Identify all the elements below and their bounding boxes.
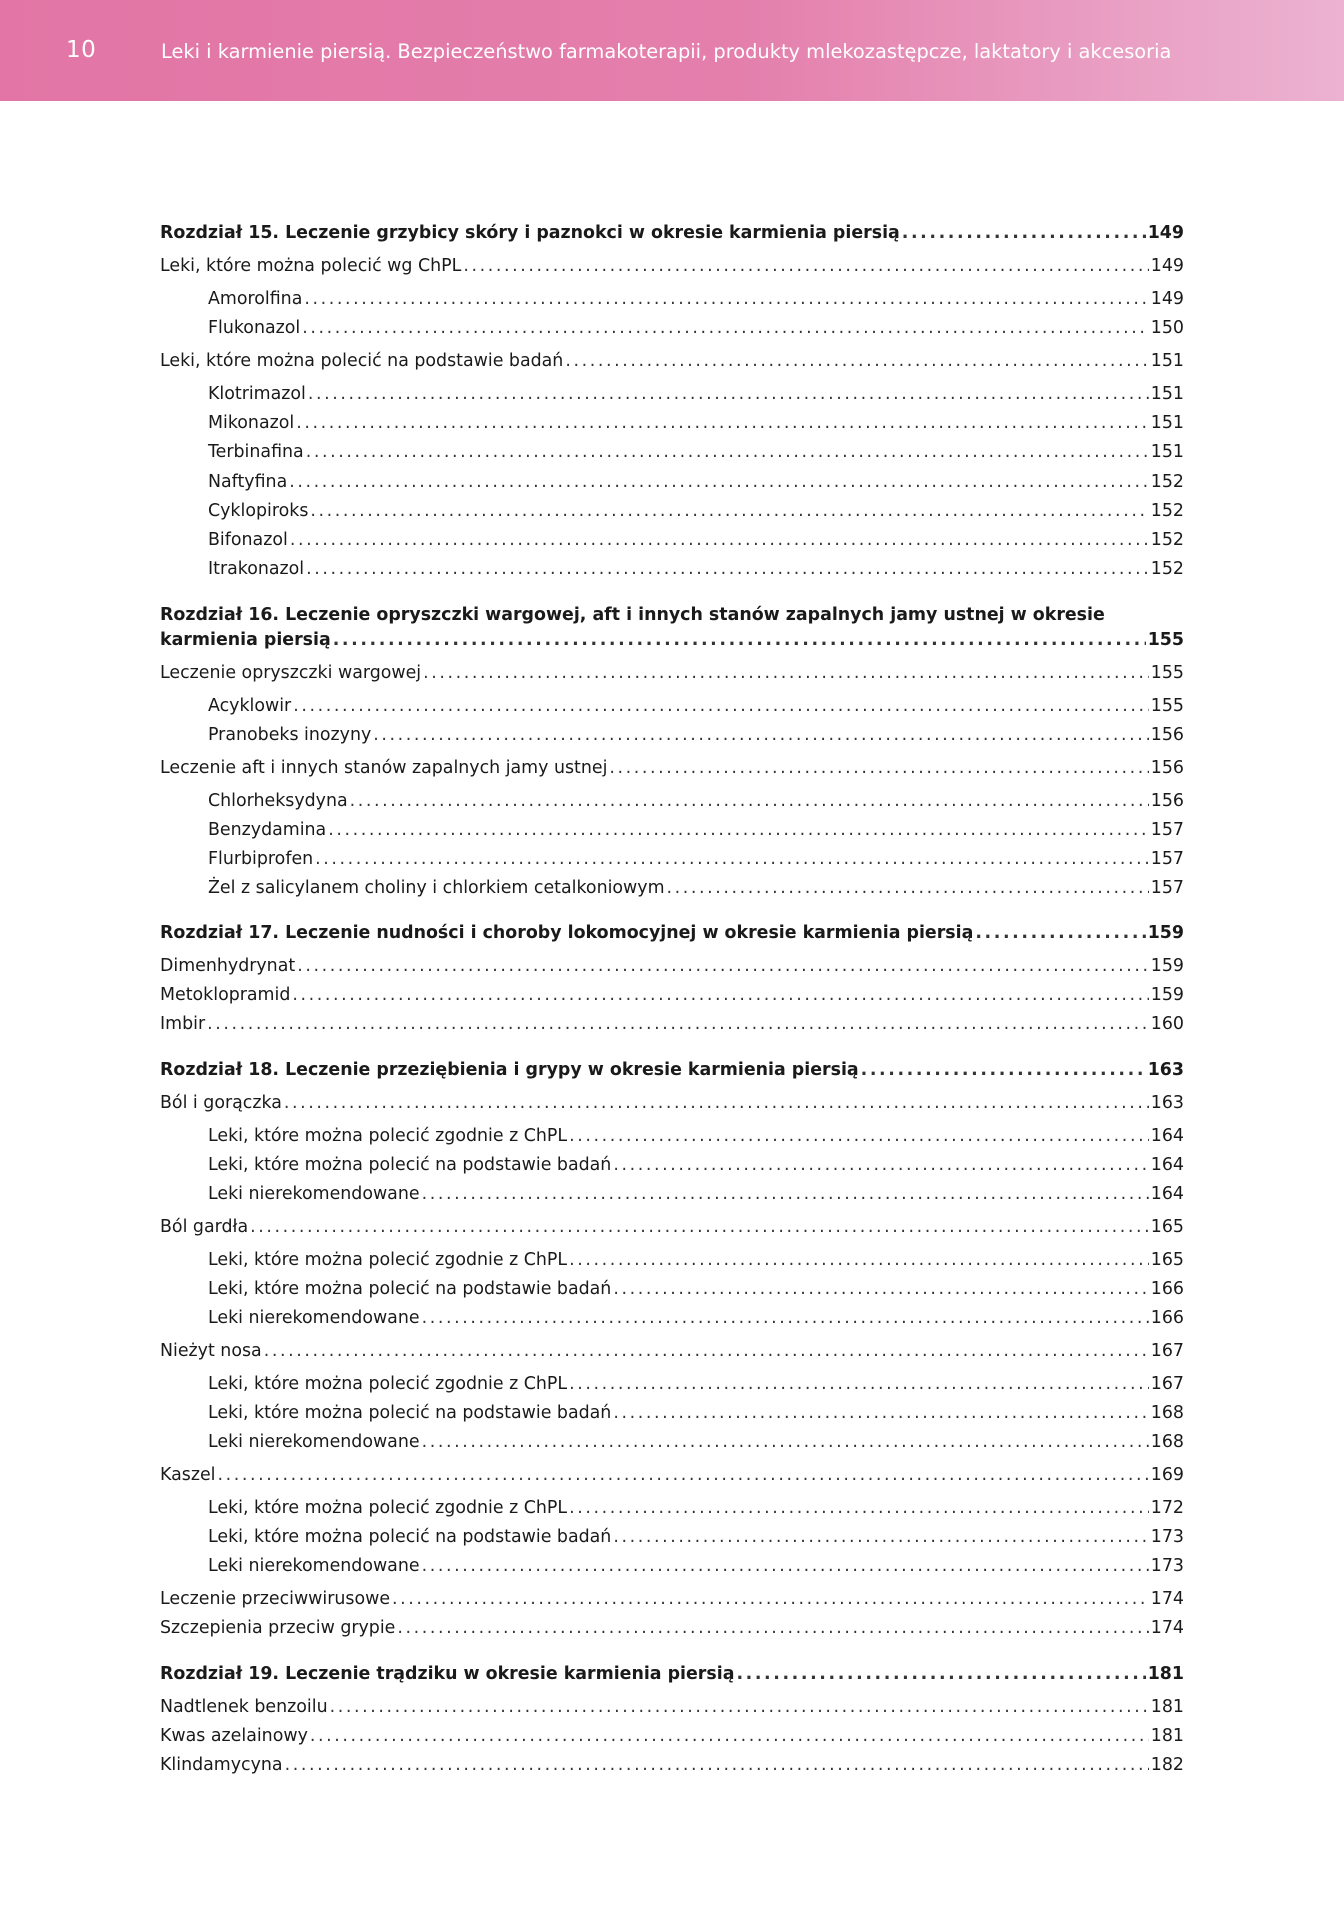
- toc-entry-page: 160: [1150, 1014, 1184, 1034]
- toc-entry-title: Leczenie opryszczki wargowej: [160, 663, 422, 683]
- toc-entry-page: 181: [1147, 1664, 1184, 1684]
- leader-dots: [293, 695, 1149, 717]
- toc-entry-page: 152: [1150, 472, 1184, 492]
- toc-subentry[interactable]: [208, 1274, 1184, 1300]
- toc-entry-page: 149: [1147, 223, 1184, 243]
- leader-dots: [422, 1307, 1149, 1329]
- toc-entry-page: 156: [1150, 791, 1184, 811]
- leader-dots: [373, 724, 1149, 746]
- toc-subentry[interactable]: [208, 1179, 1184, 1205]
- toc-entry-page: 169: [1150, 1465, 1184, 1485]
- toc-entry-title: Cyklopiroks: [208, 501, 309, 521]
- toc-subentry[interactable]: [208, 467, 1184, 493]
- toc-entry[interactable]: [160, 251, 1184, 277]
- leader-dots: [902, 222, 1146, 244]
- toc-entry-title: Leki, które można polecić na podstawie badań: [160, 351, 564, 371]
- toc-entry-page: 164: [1150, 1155, 1184, 1175]
- toc-entry-page: 157: [1150, 820, 1184, 840]
- toc-chapter-17[interactable]: [160, 918, 1184, 944]
- toc-entry-page: 164: [1150, 1184, 1184, 1204]
- leader-dots: [423, 662, 1149, 684]
- toc-entry-page: 163: [1147, 1060, 1184, 1080]
- toc-entry-title: Dimenhydrynat: [160, 956, 296, 976]
- toc-entry-title: Imbir: [160, 1014, 206, 1034]
- toc-subentry[interactable]: [208, 1398, 1184, 1424]
- toc-subentry[interactable]: [208, 1245, 1184, 1271]
- toc-entry-page: 159: [1150, 985, 1184, 1005]
- leader-dots: [613, 1402, 1148, 1424]
- toc-entry-title: Nieżyt nosa: [160, 1341, 262, 1361]
- toc-entry-title: Leki, które można polecić na podstawie badań: [208, 1279, 612, 1299]
- leader-dots: [350, 790, 1149, 812]
- leader-dots: [328, 819, 1149, 841]
- toc-entry-title: Leki nierekomendowane: [208, 1184, 420, 1204]
- toc-chapter-19[interactable]: [160, 1659, 1184, 1685]
- toc-entry-title: Chlorheksydyna: [208, 791, 348, 811]
- toc-entry-page: 168: [1150, 1403, 1184, 1423]
- leader-dots: [613, 1154, 1148, 1176]
- toc-entry-page: 149: [1150, 256, 1184, 276]
- toc-entry-page: 174: [1150, 1589, 1184, 1609]
- toc-subentry[interactable]: [208, 1369, 1184, 1395]
- leader-dots: [392, 1588, 1149, 1610]
- toc-entry-page: 157: [1150, 878, 1184, 898]
- toc-subentry[interactable]: [208, 284, 1184, 310]
- toc-entry-page: 156: [1150, 758, 1184, 778]
- toc-entry-page: 151: [1150, 413, 1184, 433]
- toc-subentry[interactable]: [208, 1150, 1184, 1176]
- toc-entry-title: Itrakonazol: [208, 559, 305, 579]
- toc-entry-title: Kwas azelainowy: [160, 1726, 308, 1746]
- toc-entry-title: Nadtlenek benzoilu: [160, 1697, 328, 1717]
- toc-entry-title: Rozdział 17. Leczenie nudności i choroby lokomocyjnej w okresie karmienia piersią: [160, 923, 974, 943]
- toc-entry-page: 155: [1147, 630, 1184, 650]
- toc-entry-title: Leki nierekomendowane: [208, 1556, 420, 1576]
- toc-entry-page: 167: [1150, 1341, 1184, 1361]
- leader-dots: [975, 922, 1145, 944]
- toc-subentry[interactable]: [208, 408, 1184, 434]
- toc-subentry[interactable]: [208, 525, 1184, 551]
- leader-dots: [667, 877, 1149, 899]
- toc-entry-title: Leki, które można polecić na podstawie badań: [208, 1155, 612, 1175]
- toc-entry-title: Leki, które można polecić zgodnie z ChPL: [208, 1498, 568, 1518]
- toc-entry-title: Leczenie aft i innych stanów zapalnych jamy ustnej: [160, 758, 608, 778]
- toc-subentry[interactable]: [208, 1427, 1184, 1453]
- toc-subentry[interactable]: [208, 554, 1184, 580]
- toc-chapter-16[interactable]: [160, 625, 1184, 651]
- toc-entry-page: 152: [1150, 501, 1184, 521]
- toc-entry-page: 152: [1150, 530, 1184, 550]
- leader-dots: [304, 288, 1148, 310]
- toc-entry-page: 157: [1150, 849, 1184, 869]
- leader-dots: [613, 1278, 1148, 1300]
- toc-entry[interactable]: [160, 346, 1184, 372]
- toc-entry[interactable]: [160, 1088, 1184, 1114]
- leader-dots: [306, 558, 1149, 580]
- leader-dots: [292, 984, 1148, 1006]
- leader-dots: [569, 1497, 1149, 1519]
- toc-subentry[interactable]: [208, 720, 1184, 746]
- toc-entry-page: 182: [1150, 1755, 1184, 1775]
- toc-subentry[interactable]: [208, 1551, 1184, 1577]
- toc-entry-title: Flukonazol: [208, 318, 301, 338]
- toc-subentry[interactable]: [208, 1303, 1184, 1329]
- leader-dots: [565, 350, 1148, 372]
- toc-entry-title: Leki nierekomendowane: [208, 1432, 420, 1452]
- toc-entry[interactable]: [160, 1336, 1184, 1362]
- toc-entry[interactable]: [160, 1212, 1184, 1238]
- toc-entry-page: 172: [1150, 1498, 1184, 1518]
- toc-entry-title: Pranobeks inozyny: [208, 725, 372, 745]
- toc-entry-page: 156: [1150, 725, 1184, 745]
- toc-subentry[interactable]: [208, 1522, 1184, 1548]
- running-title: Leki i karmienie piersią. Bezpieczeństwo farmakoterapii, produkty mlekozastępcze, laktatory i akcesoria: [161, 40, 1172, 63]
- toc-subentry[interactable]: [208, 873, 1184, 899]
- leader-dots: [463, 255, 1148, 277]
- toc-entry-title: Leki, które można polecić zgodnie z ChPL: [208, 1126, 568, 1146]
- toc-entry-page: 173: [1150, 1556, 1184, 1576]
- toc-entry[interactable]: [160, 1721, 1184, 1747]
- toc-entry[interactable]: [160, 1750, 1184, 1776]
- toc-entry-title: Leki, które można polecić wg ChPL: [160, 256, 462, 276]
- page-header: [0, 0, 1344, 101]
- toc-entry-title: Naftyfina: [208, 472, 288, 492]
- toc-entry-page: 173: [1150, 1527, 1184, 1547]
- toc-subentry[interactable]: [208, 1121, 1184, 1147]
- leader-dots: [296, 412, 1149, 434]
- leader-dots: [297, 955, 1149, 977]
- toc-entry-page: 149: [1150, 289, 1184, 309]
- page-number: 10: [66, 37, 97, 63]
- leader-dots: [308, 383, 1149, 405]
- toc-entry-title: Amorolfina: [208, 289, 303, 309]
- toc-entry-page: 181: [1150, 1697, 1184, 1717]
- toc-entry-page: 168: [1150, 1432, 1184, 1452]
- toc-subentry[interactable]: [208, 379, 1184, 405]
- toc-entry-title: Metoklopramid: [160, 985, 291, 1005]
- toc-entry-title: Acyklowir: [208, 696, 292, 716]
- toc-entry-title: Ból i gorączka: [160, 1093, 282, 1113]
- toc-entry[interactable]: [160, 1009, 1184, 1035]
- leader-dots: [310, 500, 1148, 522]
- leader-dots: [422, 1431, 1149, 1453]
- toc-entry-title: Kaszel: [160, 1465, 216, 1485]
- toc-subentry[interactable]: [208, 1493, 1184, 1519]
- toc-entry[interactable]: [160, 1460, 1184, 1486]
- toc-entry[interactable]: [160, 1692, 1184, 1718]
- toc-entry-page: 150: [1150, 318, 1184, 338]
- toc-entry-page: 151: [1150, 351, 1184, 371]
- toc-entry-title: Klindamycyna: [160, 1755, 283, 1775]
- leader-dots: [569, 1373, 1149, 1395]
- toc-entry-title: Benzydamina: [208, 820, 327, 840]
- leader-dots: [736, 1663, 1145, 1685]
- leader-dots: [310, 1725, 1149, 1747]
- leader-dots: [397, 1617, 1148, 1639]
- toc-entry-title: Rozdział 19. Leczenie trądziku w okresie karmienia piersią: [160, 1664, 735, 1684]
- leader-dots: [284, 1092, 1149, 1114]
- leader-dots: [609, 757, 1148, 779]
- toc-subentry[interactable]: [208, 844, 1184, 870]
- toc-entry-page: 159: [1150, 956, 1184, 976]
- leader-dots: [569, 1125, 1149, 1147]
- toc-entry-page: 167: [1150, 1374, 1184, 1394]
- toc-subentry[interactable]: [208, 437, 1184, 463]
- toc-entry-title: Leki, które można polecić na podstawie badań: [208, 1403, 612, 1423]
- toc-entry-page: 174: [1150, 1618, 1184, 1638]
- toc-entry-title: Bifonazol: [208, 530, 288, 550]
- toc-entry[interactable]: [160, 1613, 1184, 1639]
- toc-entry-title: Szczepienia przeciw grypie: [160, 1618, 396, 1638]
- leader-dots: [861, 1059, 1146, 1081]
- leader-dots: [264, 1340, 1149, 1362]
- leader-dots: [422, 1183, 1149, 1205]
- toc-entry-page: 181: [1150, 1726, 1184, 1746]
- toc-entry-page: 155: [1150, 663, 1184, 683]
- toc-entry-page: 165: [1150, 1250, 1184, 1270]
- leader-dots: [613, 1526, 1148, 1548]
- leader-dots: [330, 1696, 1149, 1718]
- toc-entry-title: Leki, które można polecić zgodnie z ChPL: [208, 1374, 568, 1394]
- toc-entry-page: 163: [1150, 1093, 1184, 1113]
- toc-entry-title: Żel z salicylanem choliny i chlorkiem cetalkoniowym: [208, 878, 665, 898]
- leader-dots: [315, 848, 1149, 870]
- toc-entry-title: Ból gardła: [160, 1217, 249, 1237]
- toc-subentry[interactable]: [208, 496, 1184, 522]
- leader-dots: [207, 1013, 1149, 1035]
- toc-entry-title: Leki, które można polecić zgodnie z ChPL: [208, 1250, 568, 1270]
- toc-entry-page: 166: [1150, 1279, 1184, 1299]
- toc-entry-title: Flurbiprofen: [208, 849, 314, 869]
- leader-dots: [285, 1754, 1149, 1776]
- toc-chapter-16-line1[interactable]: Rozdział 16. Leczenie opryszczki wargowej, aft i innych stanów zapalnych jamy ustnej w okresie: [160, 605, 1105, 625]
- toc-subentry[interactable]: [208, 691, 1184, 717]
- leader-dots: [289, 471, 1149, 493]
- leader-dots: [306, 441, 1149, 463]
- toc-entry-page: 164: [1150, 1126, 1184, 1146]
- toc-entry[interactable]: [160, 1584, 1184, 1610]
- toc-entry-title: Rozdział 18. Leczenie przeziębienia i grypy w okresie karmienia piersią: [160, 1060, 859, 1080]
- leader-dots: [422, 1555, 1149, 1577]
- toc-entry-title: Rozdział 15. Leczenie grzybicy skóry i paznokci w okresie karmienia piersią: [160, 223, 900, 243]
- toc-entry-page: 159: [1147, 923, 1184, 943]
- leader-dots: [217, 1464, 1148, 1486]
- toc-entry[interactable]: [160, 951, 1184, 977]
- toc-entry-title: Terbinafina: [208, 442, 304, 462]
- toc-chapter-18[interactable]: [160, 1055, 1184, 1081]
- leader-dots: [302, 317, 1149, 339]
- toc-entry-page: 151: [1150, 384, 1184, 404]
- leader-dots: [333, 629, 1146, 651]
- toc-entry[interactable]: [160, 658, 1184, 684]
- leader-dots: [250, 1216, 1149, 1238]
- toc-entry-page: 166: [1150, 1308, 1184, 1328]
- toc-subentry[interactable]: [208, 313, 1184, 339]
- leader-dots: [290, 529, 1149, 551]
- toc-subentry[interactable]: [208, 786, 1184, 812]
- toc-entry[interactable]: [160, 980, 1184, 1006]
- toc-entry[interactable]: [160, 753, 1184, 779]
- leader-dots: [569, 1249, 1149, 1271]
- toc-entry-page: 165: [1150, 1217, 1184, 1237]
- toc-entry-title: Leki nierekomendowane: [208, 1308, 420, 1328]
- toc-chapter-15[interactable]: [160, 218, 1184, 244]
- toc-entry-page: 151: [1150, 442, 1184, 462]
- toc-entry-title: Leki, które można polecić na podstawie badań: [208, 1527, 612, 1547]
- toc-subentry[interactable]: [208, 815, 1184, 841]
- toc-entry-page: 155: [1150, 696, 1184, 716]
- toc-entry-title: Leczenie przeciwwirusowe: [160, 1589, 391, 1609]
- toc-entry-page: 152: [1150, 559, 1184, 579]
- toc-entry-title: karmienia piersią: [160, 630, 331, 650]
- toc-entry-title: Mikonazol: [208, 413, 295, 433]
- toc-entry-title: Klotrimazol: [208, 384, 306, 404]
